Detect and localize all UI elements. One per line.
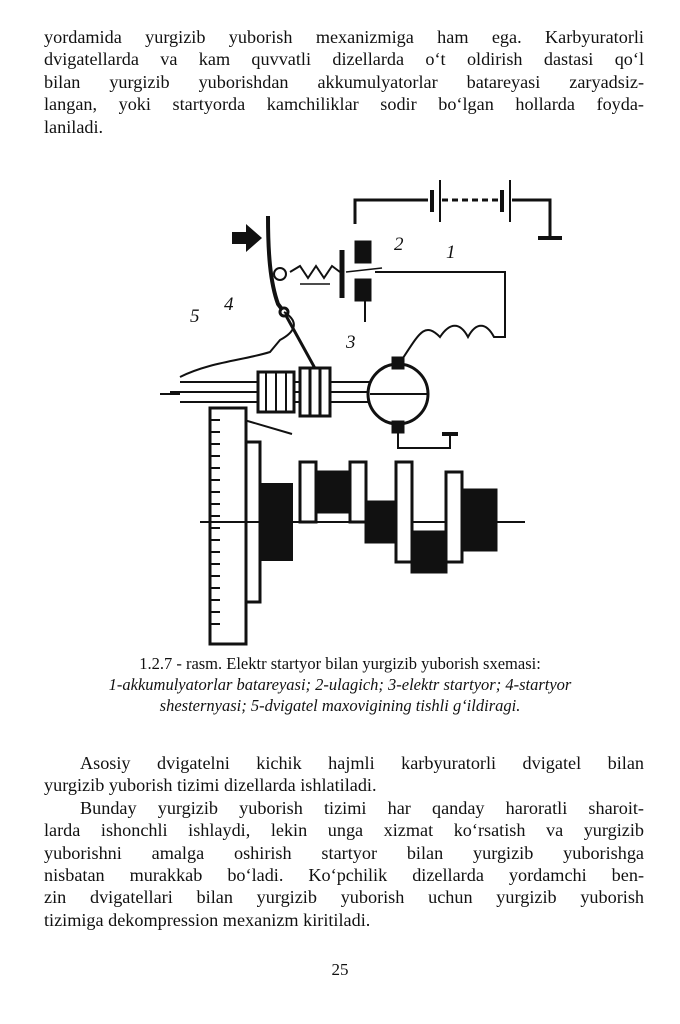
text-line: laniladi. xyxy=(44,116,104,137)
text-line: bilan yurgizib yuborishdan akkumulyatorlar batareyasi zaryadsiz- xyxy=(44,71,644,92)
spring xyxy=(290,266,340,278)
text-line: langan, yoki startyorda kamchiliklar sodir bo‘lgan hollarda foyda- xyxy=(44,94,644,115)
page-number: 25 xyxy=(331,960,349,979)
switch-contact xyxy=(356,242,370,262)
figure-label: 3 xyxy=(346,332,356,353)
battery-wire xyxy=(355,200,428,224)
figure-label: 2 xyxy=(394,234,404,255)
battery-wire xyxy=(512,200,550,238)
starter-diagram xyxy=(150,172,570,648)
top-paragraph xyxy=(44,26,644,138)
figure-label: 5 xyxy=(190,306,200,327)
text-line: Asosiy dvigatelni kichik hajmli karbyuratorli dvigatel bilan xyxy=(80,753,644,773)
figure-caption: 1.2.7 - rasm. Elektr startyor bilan yurgizib yuborish sxemasi: xyxy=(139,654,541,673)
shift-lever xyxy=(268,216,284,312)
text-line: dvigatellarda va kam quvvatli dizellarda o‘t oldirish dastasi qo‘l xyxy=(44,49,644,70)
motor-coil xyxy=(375,272,505,358)
switch-contact xyxy=(356,280,370,300)
text-line: Bunday yurgizib yuborish tizimi har qanday haroratli sharoit- xyxy=(80,797,644,818)
bottom-paragraphs xyxy=(44,752,644,931)
force-arrow xyxy=(232,224,262,252)
figure-caption-legend: 1-akkumulyatorlar batareyasi; 2-ulagich; 3-elektr startyor; 4-startyor xyxy=(108,675,572,694)
text-line: tizimiga dekompression mexanizm kiritiladi. xyxy=(44,909,371,930)
text-line: zin dvigatellari bilan yurgizib yuborish uchun yurgizib yuborish xyxy=(44,887,644,908)
text-line: larda ishonchli ishlaydi, lekin unga xizmat ko‘rsatish va yurgizib xyxy=(44,820,644,841)
text-line: nisbatan murakkab bo‘ladi. Ko‘pchilik dizellarda yordamchi ben- xyxy=(44,865,644,886)
text-line: yuborishni amalga oshirish startyor bilan yurgizib yuborishga xyxy=(44,842,644,863)
figure-label: 4 xyxy=(224,294,234,315)
text-line: yurgizib yuborish tizimi dizellarda ishlatiladi. xyxy=(44,775,377,796)
figure-caption-legend: shesternyasi; 5-dvigatel maxovigining tishli g‘ildiragi. xyxy=(159,696,521,715)
figure-label: 1 xyxy=(446,242,456,263)
text-line: yordamida yurgizib yuborish mexanizmiga ham ega. Karbyuratorli xyxy=(44,27,644,47)
